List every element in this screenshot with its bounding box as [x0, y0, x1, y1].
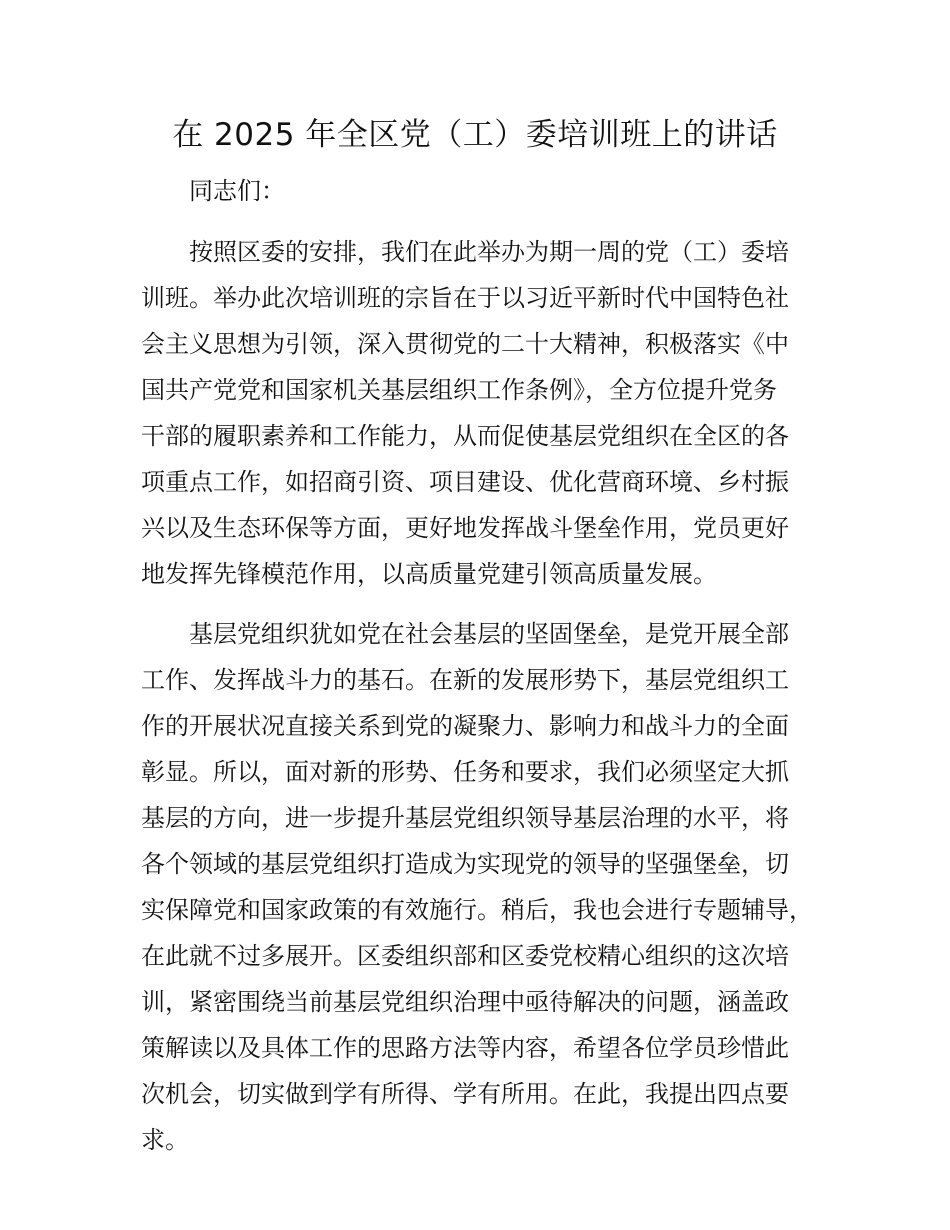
- paragraph-line: 实保障党和国家政策的有效施行。稍后，我也会进行专题辅导，: [141, 896, 813, 924]
- paragraph-line: 工作、发挥战斗力的基石。在新的发展形势下，基层党组织工: [141, 666, 789, 694]
- paragraph-line: 国共产党党和国家机关基层组织工作条例》，全方位提升党务: [141, 376, 777, 404]
- paragraph: [141, 229, 831, 597]
- paragraph-line: 干部的履职素养和工作能力，从而促使基层党组织在全区的各: [141, 422, 789, 450]
- paragraph-line: 地发挥先锋模范作用，以高质量党建引领高质量发展。: [141, 560, 717, 588]
- paragraph-line: 求。: [141, 1126, 189, 1154]
- paragraph-line: 作的开展状况直接关系到党的凝聚力、影响力和战斗力的全面: [141, 712, 789, 740]
- paragraph-line: 彰显。所以，面对新的形势、任务和要求，我们必须坚定大抓: [141, 758, 789, 786]
- paragraph-line: 在此就不过多展开。区委组织部和区委党校精心组织的这次培: [141, 942, 789, 970]
- paragraph-line: 训班。举办此次培训班的宗旨在于以习近平新时代中国特色社: [141, 284, 789, 312]
- paragraph-line: 按照区委的安排，我们在此举办为期一周的党（工）委培: [189, 238, 789, 266]
- paragraph-line: 会主义思想为引领，深入贯彻党的二十大精神，积极落实《中: [141, 330, 789, 358]
- paragraph-line: 各个领域的基层党组织打造成为实现党的领导的坚强堡垒，切: [141, 850, 789, 878]
- paragraph: [141, 611, 831, 1163]
- paragraph-line: 基层的方向，进一步提升基层党组织领导基层治理的水平，将: [141, 804, 789, 832]
- paragraph-line: 次机会，切实做到学有所得、学有所用。在此，我提出四点要: [141, 1080, 789, 1108]
- paragraph-line: 策解读以及具体工作的思路方法等内容，希望各位学员珍惜此: [141, 1034, 789, 1062]
- paragraph-line: 基层党组织犹如党在社会基层的坚固堡垒，是党开展全部: [189, 620, 789, 648]
- paragraph-line: 兴以及生态环保等方面，更好地发挥战斗堡垒作用，党员更好: [141, 514, 789, 542]
- document-body: [141, 168, 831, 1163]
- paragraph-line: 项重点工作，如招商引资、项目建设、优化营商环境、乡村振: [141, 468, 789, 496]
- document-title: 在 2025 年全区党（工）委培训班上的讲话: [172, 117, 778, 153]
- greeting: 同志们：: [189, 177, 285, 205]
- paragraph-line: 训，紧密围绕当前基层党组织治理中亟待解决的问题，涵盖政: [141, 988, 789, 1016]
